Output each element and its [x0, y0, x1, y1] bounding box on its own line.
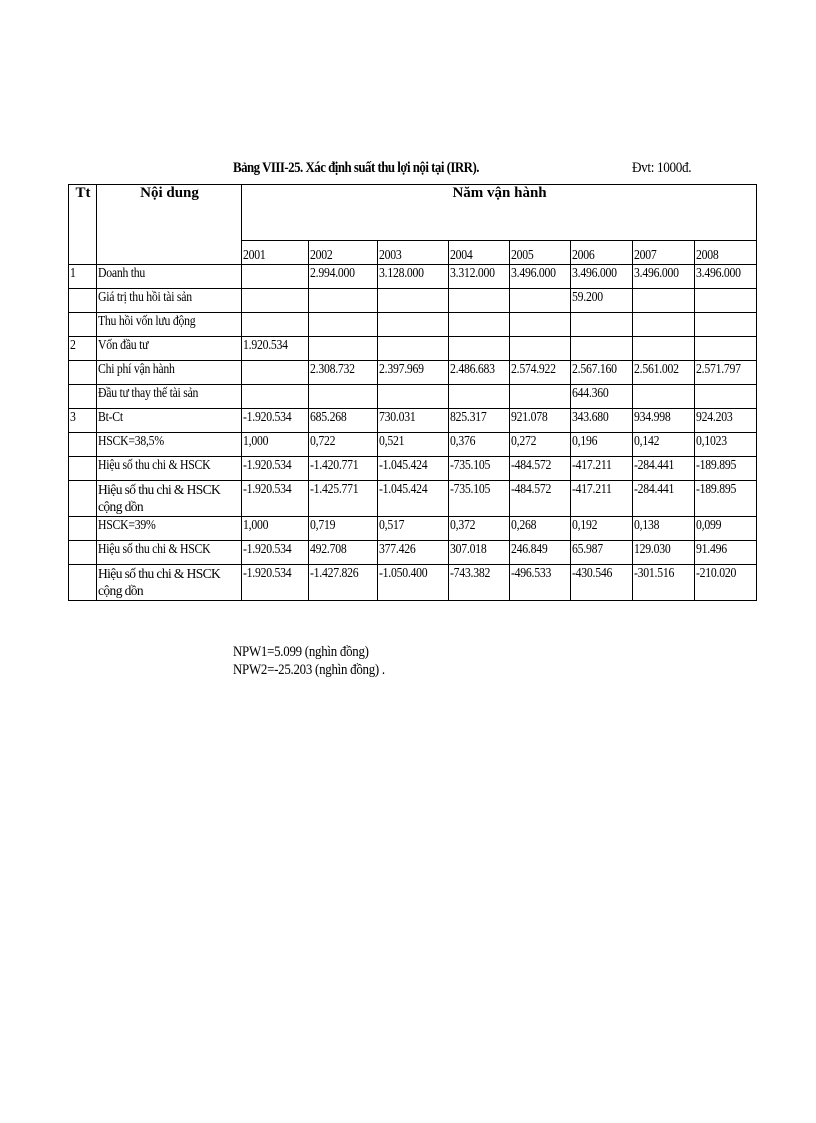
- value-cell: [378, 361, 449, 385]
- value-cell: [571, 385, 633, 409]
- table-row: [69, 457, 757, 481]
- row-label: [97, 265, 242, 289]
- table-row: [69, 433, 757, 457]
- value-cell: [449, 457, 510, 481]
- value-cell: [242, 517, 309, 541]
- row-label-text: Giá trị thu hồi tài sản: [98, 290, 192, 305]
- value-text: 2.994.000: [310, 266, 355, 281]
- value-text: 0,142: [634, 434, 660, 449]
- year-header: [378, 241, 449, 265]
- value-text: -1.420.771: [310, 458, 359, 473]
- value-cell: [695, 409, 757, 433]
- value-text: 3.496.000: [696, 266, 741, 281]
- value-text: 377.426: [379, 542, 416, 557]
- npw2-note: NPW2=-25.203 (nghìn đồng) .: [233, 662, 385, 678]
- value-text: -1.920.534: [243, 566, 292, 581]
- value-text: -484.572: [511, 458, 552, 473]
- value-text: 924.203: [696, 410, 733, 425]
- value-cell: [695, 289, 757, 313]
- row-tt: [69, 337, 97, 361]
- value-cell: [695, 565, 757, 601]
- row-tt: [69, 385, 97, 409]
- row-label-text: Hiệu số thu chi & HSCK cộng dồn: [98, 482, 221, 514]
- year-header: [242, 241, 309, 265]
- row-tt: [69, 457, 97, 481]
- row-label-text: Hiệu số thu chi & HSCK: [98, 542, 211, 557]
- value-text: -735.105: [450, 458, 491, 473]
- value-text: 0,517: [379, 518, 405, 533]
- value-cell: [309, 313, 378, 337]
- value-text: 3.496.000: [511, 266, 556, 281]
- value-cell: [571, 457, 633, 481]
- row-label: [97, 409, 242, 433]
- table-row: [69, 265, 757, 289]
- value-cell: [378, 517, 449, 541]
- row-label: [97, 385, 242, 409]
- value-cell: [695, 337, 757, 361]
- value-text: -430.546: [572, 566, 613, 581]
- value-text: 65.987: [572, 542, 603, 557]
- value-text: 0,1023: [696, 434, 727, 449]
- value-text: -1.920.534: [243, 482, 292, 497]
- value-cell: [242, 385, 309, 409]
- value-text: 934.998: [634, 410, 671, 425]
- value-text: 2.574.922: [511, 362, 556, 377]
- row-label: [97, 361, 242, 385]
- value-cell: [510, 481, 571, 517]
- value-text: 1,000: [243, 518, 269, 533]
- value-cell: [510, 337, 571, 361]
- row-label: [97, 337, 242, 361]
- year-header: [571, 241, 633, 265]
- year-header: [309, 241, 378, 265]
- row-label: [97, 313, 242, 337]
- value-cell: [695, 457, 757, 481]
- value-cell: [242, 337, 309, 361]
- year-label: 2007: [634, 248, 657, 263]
- value-cell: [378, 457, 449, 481]
- value-text: 0,099: [696, 518, 722, 533]
- value-cell: [449, 361, 510, 385]
- row-tt: [69, 289, 97, 313]
- value-text: 0,268: [511, 518, 537, 533]
- value-cell: [378, 385, 449, 409]
- value-cell: [633, 313, 695, 337]
- value-cell: [571, 517, 633, 541]
- value-text: 921.078: [511, 410, 548, 425]
- value-cell: [633, 517, 695, 541]
- value-text: 1.920.534: [243, 338, 288, 353]
- value-cell: [309, 457, 378, 481]
- row-label: [97, 481, 242, 517]
- value-text: -484.572: [511, 482, 552, 497]
- value-text: -496.533: [511, 566, 552, 581]
- value-cell: [242, 289, 309, 313]
- value-cell: [510, 541, 571, 565]
- value-text: -284.441: [634, 482, 675, 497]
- row-tt: [69, 361, 97, 385]
- value-text: 644.360: [572, 386, 609, 401]
- value-text: 730.031: [379, 410, 416, 425]
- year-label: 2003: [379, 248, 402, 263]
- value-text: 0,376: [450, 434, 476, 449]
- value-cell: [242, 361, 309, 385]
- value-cell: [695, 517, 757, 541]
- value-text: 343.680: [572, 410, 609, 425]
- header-years-group: Năm vận hành: [242, 185, 757, 241]
- year-header: [633, 241, 695, 265]
- row-tt: [69, 313, 97, 337]
- value-cell: [449, 265, 510, 289]
- value-cell: [695, 361, 757, 385]
- value-text: 0,192: [572, 518, 598, 533]
- row-label: [97, 565, 242, 601]
- value-cell: [378, 481, 449, 517]
- value-cell: [242, 409, 309, 433]
- value-cell: [571, 361, 633, 385]
- row-tt-text: 2: [70, 338, 76, 353]
- year-header: [449, 241, 510, 265]
- value-text: 2.308.732: [310, 362, 355, 377]
- value-text: -735.105: [450, 482, 491, 497]
- value-cell: [309, 541, 378, 565]
- row-label: [97, 541, 242, 565]
- value-text: 246.849: [511, 542, 548, 557]
- value-cell: [309, 289, 378, 313]
- row-label-text: Doanh thu: [98, 266, 146, 281]
- row-tt: [69, 433, 97, 457]
- value-cell: [633, 337, 695, 361]
- value-text: 129.030: [634, 542, 671, 557]
- year-header: [510, 241, 571, 265]
- table-row: [69, 565, 757, 601]
- value-text: -189.895: [696, 458, 737, 473]
- value-cell: [510, 409, 571, 433]
- value-cell: [633, 433, 695, 457]
- value-cell: [242, 265, 309, 289]
- value-text: 0,272: [511, 434, 537, 449]
- value-cell: [309, 481, 378, 517]
- value-text: 2.571.797: [696, 362, 741, 377]
- value-text: -417.211: [572, 458, 612, 473]
- value-cell: [695, 265, 757, 289]
- value-cell: [510, 313, 571, 337]
- value-cell: [695, 541, 757, 565]
- table-row: [69, 385, 757, 409]
- value-cell: [378, 409, 449, 433]
- value-cell: [378, 565, 449, 601]
- value-cell: [510, 385, 571, 409]
- row-label: [97, 517, 242, 541]
- year-label: 2001: [243, 248, 266, 263]
- value-text: 2.567.160: [572, 362, 617, 377]
- value-cell: [510, 457, 571, 481]
- row-label-text: Bt-Ct: [98, 410, 123, 425]
- table-row: [69, 289, 757, 313]
- value-text: -1.920.534: [243, 458, 292, 473]
- table-row: [69, 361, 757, 385]
- value-text: -210.020: [696, 566, 737, 581]
- value-cell: [449, 385, 510, 409]
- row-label-text: HSCK=38,5%: [98, 434, 164, 449]
- value-cell: [695, 385, 757, 409]
- unit-label: Đvt: 1000đ.: [632, 160, 692, 176]
- value-text: 59.200: [572, 290, 603, 305]
- value-cell: [633, 361, 695, 385]
- row-tt: [69, 481, 97, 517]
- table-title: Bảng VIII-25. Xác định suất thu lợi nội tại (IRR).: [233, 160, 479, 176]
- table-row: [69, 337, 757, 361]
- value-text: -1.425.771: [310, 482, 359, 497]
- table-row: [69, 541, 757, 565]
- value-cell: [449, 541, 510, 565]
- value-cell: [633, 409, 695, 433]
- value-cell: [449, 289, 510, 313]
- row-label-text: Đầu tư thay thế tài sản: [98, 386, 199, 401]
- value-cell: [378, 337, 449, 361]
- npw1-note: NPW1=5.099 (nghìn đồng): [233, 644, 369, 660]
- value-cell: [378, 289, 449, 313]
- value-cell: [242, 541, 309, 565]
- value-text: 2.397.969: [379, 362, 424, 377]
- value-cell: [571, 265, 633, 289]
- row-tt: [69, 517, 97, 541]
- value-text: -301.516: [634, 566, 675, 581]
- value-text: 0,722: [310, 434, 336, 449]
- row-label-text: Chi phí vận hành: [98, 362, 175, 377]
- value-cell: [242, 565, 309, 601]
- value-cell: [571, 541, 633, 565]
- value-text: 2.486.683: [450, 362, 495, 377]
- value-text: 0,138: [634, 518, 660, 533]
- value-cell: [242, 433, 309, 457]
- header-content: Nội dung: [97, 185, 242, 265]
- value-text: -189.895: [696, 482, 737, 497]
- value-cell: [571, 289, 633, 313]
- value-text: 3.128.000: [379, 266, 424, 281]
- value-text: -417.211: [572, 482, 612, 497]
- value-cell: [633, 565, 695, 601]
- row-label-text: Vốn đầu tư: [98, 338, 149, 353]
- row-tt: [69, 541, 97, 565]
- value-text: 0,719: [310, 518, 336, 533]
- value-cell: [242, 313, 309, 337]
- table-body: [69, 265, 757, 601]
- table-row: [69, 517, 757, 541]
- value-cell: [378, 433, 449, 457]
- value-cell: [449, 337, 510, 361]
- row-label-text: Hiệu số thu chi & HSCK: [98, 458, 211, 473]
- value-text: -1.045.424: [379, 482, 428, 497]
- value-text: -1.427.826: [310, 566, 359, 581]
- value-text: 307.018: [450, 542, 487, 557]
- value-cell: [633, 541, 695, 565]
- value-cell: [378, 265, 449, 289]
- value-cell: [510, 361, 571, 385]
- value-cell: [510, 433, 571, 457]
- irr-table: [68, 184, 757, 601]
- value-cell: [309, 565, 378, 601]
- year-label: 2005: [511, 248, 534, 263]
- year-label: 2006: [572, 248, 595, 263]
- value-text: 0,196: [572, 434, 598, 449]
- value-text: 0,521: [379, 434, 405, 449]
- value-cell: [633, 385, 695, 409]
- value-cell: [695, 313, 757, 337]
- value-cell: [633, 289, 695, 313]
- value-cell: [309, 517, 378, 541]
- value-cell: [510, 517, 571, 541]
- row-tt: [69, 265, 97, 289]
- row-tt: [69, 565, 97, 601]
- value-cell: [571, 433, 633, 457]
- value-text: -1.050.400: [379, 566, 428, 581]
- value-cell: [309, 385, 378, 409]
- table-caption: [0, 160, 816, 182]
- value-cell: [309, 409, 378, 433]
- row-label: [97, 433, 242, 457]
- value-cell: [449, 409, 510, 433]
- year-header: [695, 241, 757, 265]
- value-text: -1.920.534: [243, 410, 292, 425]
- value-cell: [449, 517, 510, 541]
- value-cell: [309, 361, 378, 385]
- value-cell: [571, 481, 633, 517]
- row-label-text: HSCK=39%: [98, 518, 156, 533]
- value-text: 0,372: [450, 518, 476, 533]
- value-cell: [449, 565, 510, 601]
- value-text: 1,000: [243, 434, 269, 449]
- value-cell: [510, 265, 571, 289]
- value-cell: [309, 265, 378, 289]
- row-label: [97, 457, 242, 481]
- value-cell: [242, 481, 309, 517]
- value-cell: [571, 337, 633, 361]
- year-label: 2008: [696, 248, 719, 263]
- value-text: 3.312.000: [450, 266, 495, 281]
- value-text: 2.561.002: [634, 362, 679, 377]
- value-cell: [633, 457, 695, 481]
- value-text: 91.496: [696, 542, 727, 557]
- row-tt: [69, 409, 97, 433]
- value-cell: [378, 541, 449, 565]
- value-text: 825.317: [450, 410, 487, 425]
- value-text: -1.045.424: [379, 458, 428, 473]
- year-label: 2004: [450, 248, 473, 263]
- value-text: -1.920.534: [243, 542, 292, 557]
- value-cell: [449, 313, 510, 337]
- row-label-text: Hiệu số thu chi & HSCK cộng dồn: [98, 566, 221, 598]
- year-label: 2002: [310, 248, 333, 263]
- row-label: [97, 289, 242, 313]
- header-row: [69, 185, 757, 241]
- table-row: [69, 481, 757, 517]
- row-tt-text: 1: [70, 266, 76, 281]
- row-label-text: Thu hồi vốn lưu động: [98, 314, 196, 329]
- npw-notes: [233, 643, 410, 679]
- value-cell: [309, 337, 378, 361]
- value-cell: [449, 481, 510, 517]
- value-text: 685.268: [310, 410, 347, 425]
- value-cell: [695, 481, 757, 517]
- value-cell: [633, 265, 695, 289]
- value-cell: [378, 313, 449, 337]
- value-cell: [571, 313, 633, 337]
- value-text: -743.382: [450, 566, 491, 581]
- table-row: [69, 409, 757, 433]
- value-text: -284.441: [634, 458, 675, 473]
- value-text: 3.496.000: [572, 266, 617, 281]
- value-cell: [571, 409, 633, 433]
- value-cell: [633, 481, 695, 517]
- table-row: [69, 313, 757, 337]
- row-tt-text: 3: [70, 410, 76, 425]
- value-cell: [449, 433, 510, 457]
- header-tt: Tt: [69, 185, 97, 265]
- value-cell: [571, 565, 633, 601]
- value-cell: [510, 565, 571, 601]
- value-cell: [309, 433, 378, 457]
- value-text: 492.708: [310, 542, 347, 557]
- value-cell: [510, 289, 571, 313]
- value-cell: [695, 433, 757, 457]
- value-cell: [242, 457, 309, 481]
- value-text: 3.496.000: [634, 266, 679, 281]
